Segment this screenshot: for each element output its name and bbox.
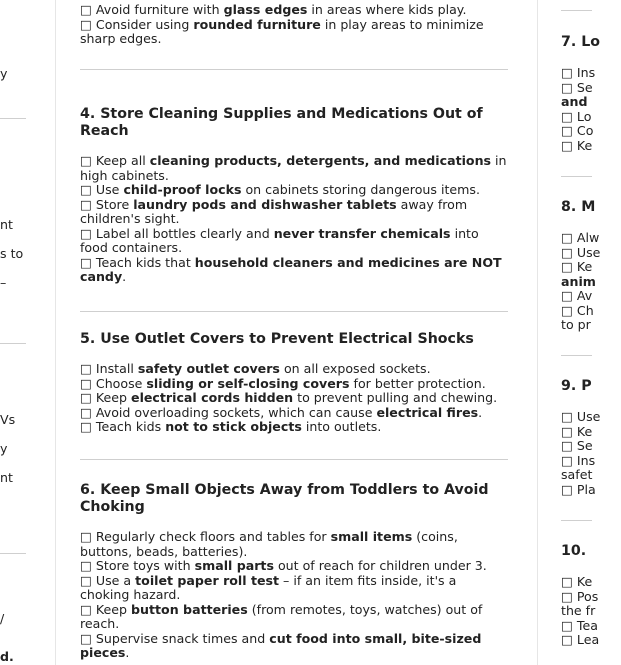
- left-fragment: s to: [0, 246, 24, 261]
- list-item: [80, 362, 508, 377]
- text: □ Ins: [561, 452, 596, 468]
- left-fragment: y: [0, 441, 8, 456]
- text: □ Se: [561, 79, 593, 95]
- right-list-10: [561, 575, 621, 648]
- list-item: [80, 530, 508, 559]
- left-fragment: d.: [0, 649, 14, 664]
- bold-text: rounded furniture: [193, 16, 321, 32]
- bold-text: small items: [330, 529, 413, 544]
- text: □ Pos: [561, 588, 599, 604]
- text: out of reach for children under 3.: [273, 558, 487, 573]
- left-fragment: nt: [0, 470, 13, 485]
- bold-text: toilet paper roll test: [135, 572, 280, 588]
- column-divider-right: [537, 0, 538, 665]
- list-item: [561, 410, 621, 425]
- text: to pr: [561, 317, 591, 332]
- list-item: [80, 198, 508, 227]
- list-item: [80, 183, 508, 198]
- list-item: [80, 3, 508, 18]
- text: .: [125, 645, 130, 660]
- text: □ Tea: [561, 617, 598, 633]
- list-item: [561, 139, 621, 154]
- text: □ Install: [80, 361, 138, 376]
- text: □ Use: [80, 182, 124, 197]
- right-list-9: [561, 410, 621, 497]
- list-item: [561, 619, 621, 634]
- bold-text: safety outlet covers: [137, 361, 280, 376]
- text: □ Store toys with: [80, 558, 195, 573]
- list-item: [561, 110, 621, 125]
- text: □ Label all bottles clearly and: [80, 225, 274, 241]
- bold-text: cleaning products, detergents, and medications: [149, 153, 492, 168]
- list-item: [80, 391, 508, 406]
- right-list-7: [561, 66, 621, 153]
- right-heading-9: 9. P: [561, 378, 592, 394]
- list-item: [561, 454, 621, 469]
- right-separator: [561, 520, 592, 521]
- list-item: [561, 275, 621, 290]
- text: □ Alw: [561, 230, 600, 245]
- list-item: [561, 604, 621, 619]
- text: (from remotes, toys, watches) out of reach.: [80, 601, 483, 631]
- text: □ Use a: [80, 572, 136, 588]
- list-item: [561, 318, 621, 333]
- right-heading-8: 8. M: [561, 199, 596, 215]
- text: □ Avoid furniture with: [80, 2, 224, 17]
- text: □ Ke: [561, 137, 593, 153]
- text: □ Keep all: [80, 153, 150, 168]
- left-fragment: y: [0, 66, 8, 81]
- list-item: [561, 304, 621, 319]
- bold-text: glass edges: [223, 2, 308, 17]
- text: □ Ch: [561, 302, 594, 318]
- text: □ Teach kids: [80, 419, 166, 434]
- list-item: [561, 590, 621, 605]
- text: in high cabinets.: [80, 153, 507, 183]
- bold-text: anim: [561, 273, 596, 289]
- text: on all exposed sockets.: [279, 361, 431, 376]
- bold-text: household cleaners and medicines are NOT candy: [80, 254, 502, 284]
- text: □ Store: [80, 196, 134, 212]
- text: □ Keep: [80, 601, 132, 617]
- list-item: [80, 154, 508, 183]
- list-item: [80, 632, 508, 661]
- section-6-list: [80, 530, 508, 661]
- list-item: [80, 574, 508, 603]
- text: the fr: [561, 603, 596, 618]
- text: in areas where kids play.: [307, 2, 467, 17]
- text: into outlets.: [301, 419, 382, 434]
- text: □ Teach kids that: [80, 254, 195, 270]
- text: into food containers.: [80, 225, 479, 255]
- right-separator: [561, 355, 592, 356]
- left-fragment: /: [0, 611, 5, 626]
- text: □ Avoid overloading sockets, which can cause: [80, 404, 377, 420]
- list-item: [80, 227, 508, 256]
- list-item: [561, 483, 621, 498]
- bold-text: laundry pods and dishwasher tablets: [133, 196, 397, 212]
- text: □ Ke: [561, 423, 593, 439]
- list-item: [561, 575, 621, 590]
- list-item: [80, 18, 508, 47]
- text: □ Ins: [561, 65, 596, 80]
- list-item: [80, 420, 508, 435]
- right-heading-10: 10.: [561, 543, 587, 559]
- bold-text: never transfer chemicals: [273, 225, 451, 241]
- section-5-list: [80, 362, 508, 435]
- text: .: [122, 269, 127, 284]
- text: □ Pla: [561, 481, 596, 497]
- text: – if an item fits inside, it's a choking hazard.: [80, 572, 457, 602]
- text: to prevent pulling and chewing.: [293, 390, 498, 405]
- left-fragment: –: [0, 275, 7, 290]
- text: safet: [561, 467, 593, 482]
- text: .: [478, 404, 483, 420]
- text: □ Lea: [561, 632, 600, 647]
- text: □ Keep: [80, 390, 132, 405]
- text: □ Ke: [561, 259, 593, 274]
- left-fragment: nt: [0, 217, 13, 232]
- text: □ Se: [561, 438, 593, 453]
- section-separator: [80, 69, 508, 70]
- list-item: [80, 406, 508, 421]
- section-6-title: 6. Keep Small Objects Away from Toddlers to Avoid Choking: [80, 482, 489, 515]
- right-separator: [561, 176, 592, 177]
- bold-text: and: [561, 94, 588, 109]
- left-separator-2: [0, 343, 26, 344]
- list-item: [561, 231, 621, 246]
- text: in play areas to minimize sharp edges.: [80, 16, 484, 46]
- bold-text: cut food into small, bite-sized pieces: [80, 630, 482, 660]
- text: □ Regularly check floors and tables for: [80, 529, 331, 544]
- text: on cabinets storing dangerous items.: [241, 182, 480, 197]
- bold-text: electrical fires: [376, 404, 479, 420]
- bold-text: electrical cords hidden: [131, 390, 294, 405]
- bold-text: not to stick objects: [165, 419, 302, 434]
- bold-text: small parts: [194, 558, 274, 573]
- left-separator-3: [0, 553, 26, 554]
- list-item: [561, 246, 621, 261]
- left-fragment: Vs: [0, 412, 16, 427]
- text: □ Supervise snack times and: [80, 630, 270, 646]
- list-item: [561, 468, 621, 483]
- text: (coins, buttons, beads, batteries).: [80, 529, 458, 559]
- list-item: [561, 95, 621, 110]
- list-item: [80, 559, 508, 574]
- text: □ Use: [561, 409, 601, 424]
- right-column: [561, 0, 601, 665]
- text: □ Lo: [561, 108, 592, 124]
- text: □ Choose: [80, 375, 147, 391]
- right-separator: [561, 10, 592, 11]
- left-separator-1: [0, 118, 26, 119]
- text: for better protection.: [349, 375, 486, 391]
- section-4-title: 4. Store Cleaning Supplies and Medications Out of Reach: [80, 106, 483, 139]
- bold-text: sliding or self-closing covers: [146, 375, 350, 391]
- list-item: [561, 81, 621, 96]
- text: □ Av: [561, 288, 593, 303]
- list-item: [561, 124, 621, 139]
- right-list-8: [561, 231, 621, 333]
- list-item: [80, 377, 508, 392]
- text: □ Co: [561, 123, 594, 138]
- text: away from children's sight.: [80, 196, 468, 226]
- bold-text: button batteries: [131, 601, 248, 617]
- list-item: [561, 66, 621, 81]
- text: □ Ke: [561, 574, 593, 589]
- section-separator: [80, 459, 508, 460]
- intro-list: [80, 3, 508, 47]
- bold-text: child-proof locks: [123, 182, 242, 197]
- section-4-list: [80, 154, 508, 285]
- list-item: [561, 633, 621, 648]
- section-5-title: 5. Use Outlet Covers to Prevent Electrical Shocks: [80, 331, 474, 347]
- list-item: [561, 260, 621, 275]
- list-item: [561, 439, 621, 454]
- left-column: [0, 0, 26, 665]
- list-item: [561, 289, 621, 304]
- section-separator: [80, 311, 508, 312]
- text: □ Use: [561, 244, 601, 260]
- list-item: [80, 603, 508, 632]
- main-column: [55, 0, 537, 665]
- list-item: [561, 425, 621, 440]
- list-item: [80, 256, 508, 285]
- text: □ Consider using: [80, 16, 194, 32]
- right-heading-7: 7. Lo: [561, 34, 600, 50]
